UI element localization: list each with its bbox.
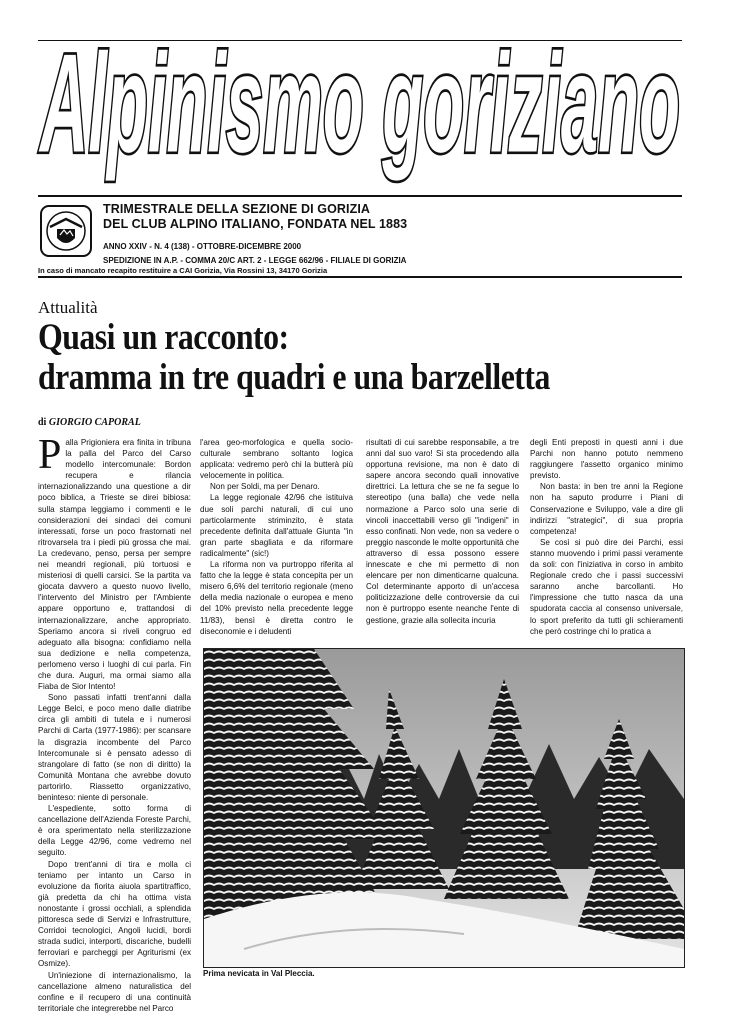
paragraph: Se così si può dire dei Parchi, essi stanno muovendo i primi passi veramente da soli: con l'iniziativa in corso in ambito Regionale credo che i passi successivi saranno anche barcollanti. Ho l'impressione che tutto nasca da una spudorata caccia al consenso universale, lo sport preferito da tutti gli schieramenti che però costringe chi lo pratica a: [530, 537, 683, 636]
paragraph: Un'iniezione di internazionalismo, la cancellazione almeno naturalistica del confine e il recupero di una continuità territoriale che integrerebbe nel Parco: [38, 970, 191, 1013]
subtitle: [103, 202, 407, 232]
paragraph: degli Enti preposti in questi anni i due Parchi non hanno potuto nemmeno raggiungere l'assetto organico minimo previsto.: [530, 438, 683, 481]
paragraph: l'area geo-morfologica e quella socio-culturale sembrano soltanto logica applicata: vedremo però chi la butterà più velocemente in politica.: [200, 438, 353, 481]
paragraph: La riforma non va purtroppo riferita al fatto che la legge è stata concepita per un misero 6,6% del territorio regionale (meno della media nazionale o europea e meno del 10% previsto nella precedente legge 11/83), bensì è diretta contro le diseconomie e i deludenti: [200, 560, 353, 636]
paragraph: Sono passati infatti trent'anni dalla Legge Belci, e poco meno dalle diatribe circa gli ambiti di tutela e i numerosi Parchi di Carta (1977-1986): per scansare la disgrazia incombente del Parco Intercomunale si è pensato adesso di strangolare di fatto (se non di diritto) la Comunità Montana che avrebbe dovuto partorirlo. Riassetto organizzativo, beninteso: niente di personale.: [38, 693, 191, 802]
photo-caption: Prima nevicata in Val Pleccia.: [203, 969, 315, 978]
paragraph: Non per Soldi, ma per Denaro.: [210, 482, 320, 492]
header-bottom-rule: [38, 276, 682, 278]
photo-illustration: [204, 649, 684, 967]
return-note: In caso di mancato recapito restituire a CAI Gorizia, Via Rossini 13, 34170 Gorizia: [38, 266, 328, 275]
paragraph-text: alla Prigioniera era finita in tribuna la palla del Parco del Carso modello intercomunale: Bordon recupera e rilancia internazionalizzando una questione a dir poco biblica, a Trieste se direi bibiosa: sulla stampa leggiamo i commenti e le considerazioni dei sindaci dei comuni interessati, forse un poco frastornati nel ritrovarsela tra i piedi più grossa che mai. La credevano, penso, persa per sempre nei meandri regionali, più tortuosi e misteriosi di quelli carsici. Se la partita va giocata davvero a questo nuovo livello, l'intervento del Ministro per l'Ambiente appare opportuno e, trattandosi di internazionalizzare, anche appropriato. Speriamo ancora si riveli congruo ed adeguato alla bisogna: confidiamo nella sua dedizione e nella competenza, perlomeno verso i luoghi di cui parla. Fin che dura. Auguri, ma ormai siamo alla Fiaba de Sior Intento!: [38, 438, 191, 692]
masthead-rule: [38, 195, 682, 197]
issue-info: ANNO XXIV - N. 4 (138) - OTTOBRE-DICEMBRE 2000: [103, 242, 302, 251]
paragraph: Non basta: in ben tre anni la Regione non ha saputo produrre i Piani di Conservazione e Sviluppo, vale a dire gli indirizzi "strategici", di sua propria competenza!: [530, 482, 683, 536]
masthead-logo: [36, 25, 686, 194]
cai-emblem-icon: [40, 205, 92, 257]
article-column-2: [200, 437, 353, 637]
subtitle-line-2: DEL CLUB ALPINO ITALIANO, FONDATA NEL 1883: [103, 217, 408, 231]
headline: [38, 318, 550, 398]
section-label: Attualità: [38, 298, 98, 317]
article-column-4: [530, 437, 683, 637]
drop-cap: P: [38, 432, 62, 478]
paragraph: risultati di cui sarebbe responsabile, a tre anni dal suo varo! Si sta procedendo alla opportuna revisione, ma non è dato di sapere ancora secondo quali innovative direttrici. La lettura che se ne fa segue lo stereotipo (una balla) che vede nella normazione a Parco solo una serie di vincoli inaccettabili verso gli "indigeni" in esso confinati. Non vede, non sa vedere o preggio nasconde le molte opportunità che attraverso di essa possono essere innescate e che mi permetto di non elencare per non dimenticarne qualcuna. Col determinante apporto di un'accesa politicizzazione delle controversie da cui non è purtroppo esente neanche l'ente di gestione, grazie alla sollecita incuria: [366, 438, 519, 625]
byline: [38, 417, 141, 428]
article-column-1: [38, 432, 191, 1013]
snowy-forest-photo: [203, 648, 685, 968]
shipping-info: SPEDIZIONE IN A.P. - COMMA 20/C ART. 2 - LEGGE 662/96 - FILIALE DI GORIZIA: [103, 256, 407, 265]
subtitle-line-1: TRIMESTRALE DELLA SEZIONE DI GORIZIA: [103, 202, 371, 216]
paragraph: [38, 432, 191, 692]
masthead-title: Alpinismo goriziano: [38, 25, 681, 183]
paragraph: La legge regionale 42/96 che istituiva due soli parchi naturali, di cui uno particolarmente striminzito, è stata precedente definita dall'attuale Giunta "in gran parte sbagliata e da riformare radicalmente" (sic!): [200, 493, 353, 558]
paragraph: L'espediente, sotto forma di cancellazione dell'Azienda Foreste Parchi, è ora sperimentato nella sterilizzazione della Legge 42/96, come vedremo nel seguito.: [38, 804, 191, 858]
paragraph: Dopo trent'anni di tira e molla ci teniamo per intanto un Carso in evoluzione da fiorita aiuola spartitraffico, già predetta da chi ha ottima vista nonostante i grossi occhiali, a splendida pittoresca sede di Servizi e Infrastrutture, Corridoi tecnologici, Angoli lucidi, bordi strada sudici, interporti, discariche, budelli ferroviari e parcheggi per Agriturismi (ex Osmize).: [38, 859, 191, 969]
article-column-3: [366, 437, 519, 637]
byline-prefix: di: [38, 417, 47, 428]
headline-line-2: dramma in tre quadri e una barzelletta: [38, 357, 550, 398]
author-name: GIORGIO CAPORAL: [48, 417, 141, 428]
headline-line-1: Quasi un racconto:: [38, 317, 289, 358]
